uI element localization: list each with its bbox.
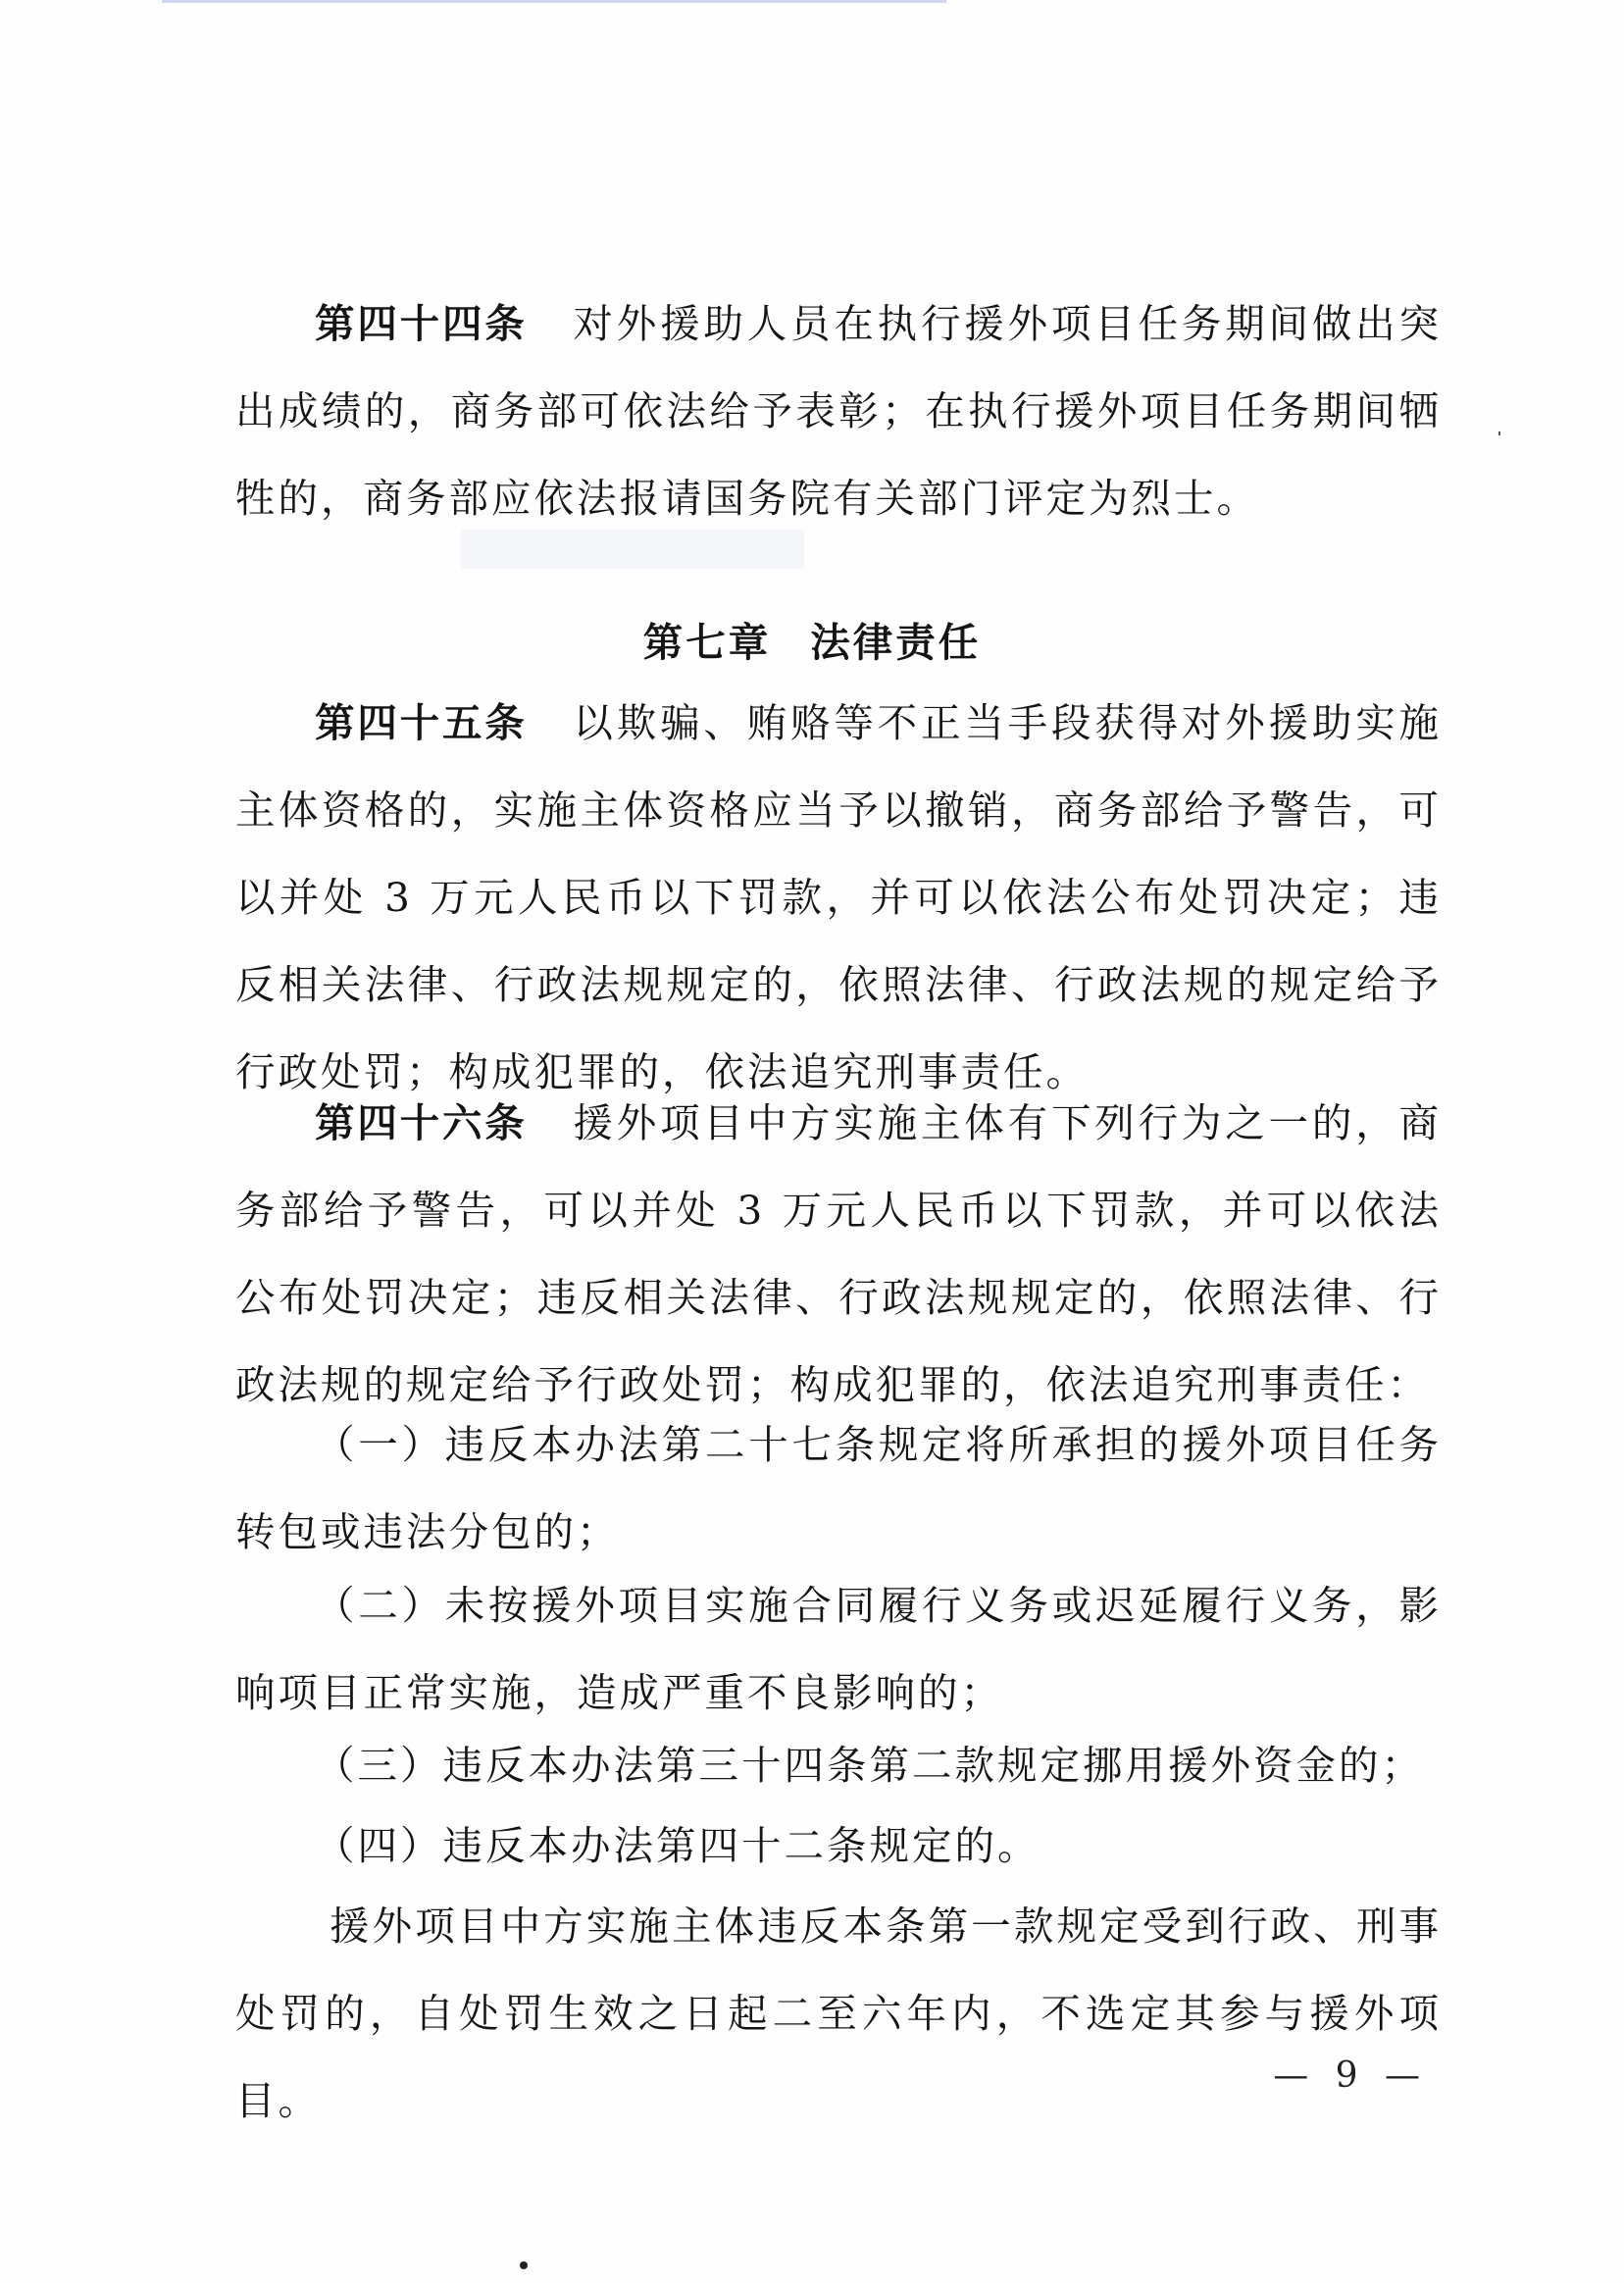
article-46-item-3: （三）违反本办法第三十四条第二款规定挪用援外资金的；: [315, 1742, 1424, 1789]
scan-tick-mark: [1498, 431, 1500, 435]
article-46-item-2: （二）未按援外项目实施合同履行义务或迟延履行义务，影响项目正常实施，造成严重不良影响的；: [235, 1582, 1442, 1716]
article-46-item-1: （一）违反本办法第二十七条规定将所承担的援外项目任务转包或违法分包的；: [235, 1421, 1442, 1555]
chapter-heading: [0, 610, 1624, 668]
chapter-number: 第七章: [642, 619, 772, 666]
article-46-item-4: （四）违反本办法第四十二条规定的。: [315, 1822, 1040, 1869]
article-46: [235, 1080, 1442, 1429]
scan-edge: [162, 0, 946, 3]
article-45-text: 以欺骗、贿赂等不正当手段获得对外援助实施主体资格的，实施主体资格应当予以撤销，商务部给予警告，可以并处 3 万元人民币以下罚款，并可以依法公布处罚决定；违反相关法律、行政法规规定的，依照法律、行政法规的规定给予行政处罚；构成犯罪的，依法追究刑事责任。: [235, 699, 1443, 1095]
article-46-label: 第四十六条: [315, 1099, 528, 1146]
article-46-final-clause: 援外项目中方实施主体违反本条第一款规定受到行政、刑事处罚的，自处罚生效之日起二至六年内，不选定其参与援外项目。: [235, 1902, 1442, 2124]
chapter-title: 法律责任: [810, 619, 982, 666]
scan-speck: [520, 2261, 528, 2269]
article-44-label: 第四十四条: [315, 300, 528, 347]
article-44: [235, 280, 1442, 542]
article-46-text: 援外项目中方实施主体有下列行为之一的，商务部给予警告，可以并处 3 万元人民币以下罚款，并可以依法公布处罚决定；违反相关法律、行政法规规定的，依照法律、行政法规的规定给予行政处罚；构成犯罪的，依法追究刑事责任：: [235, 1099, 1443, 1408]
article-45-label: 第四十五条: [315, 699, 528, 746]
article-45: [235, 680, 1442, 1116]
article-44-text: 对外援助人员在执行援外项目任务期间做出突出成绩的，商务部可依法给予表彰；在执行援外项目任务期间牺牲的，商务部应依法报请国务院有关部门评定为烈士。: [235, 300, 1443, 522]
page-number: — 9 —: [1273, 2055, 1428, 2096]
